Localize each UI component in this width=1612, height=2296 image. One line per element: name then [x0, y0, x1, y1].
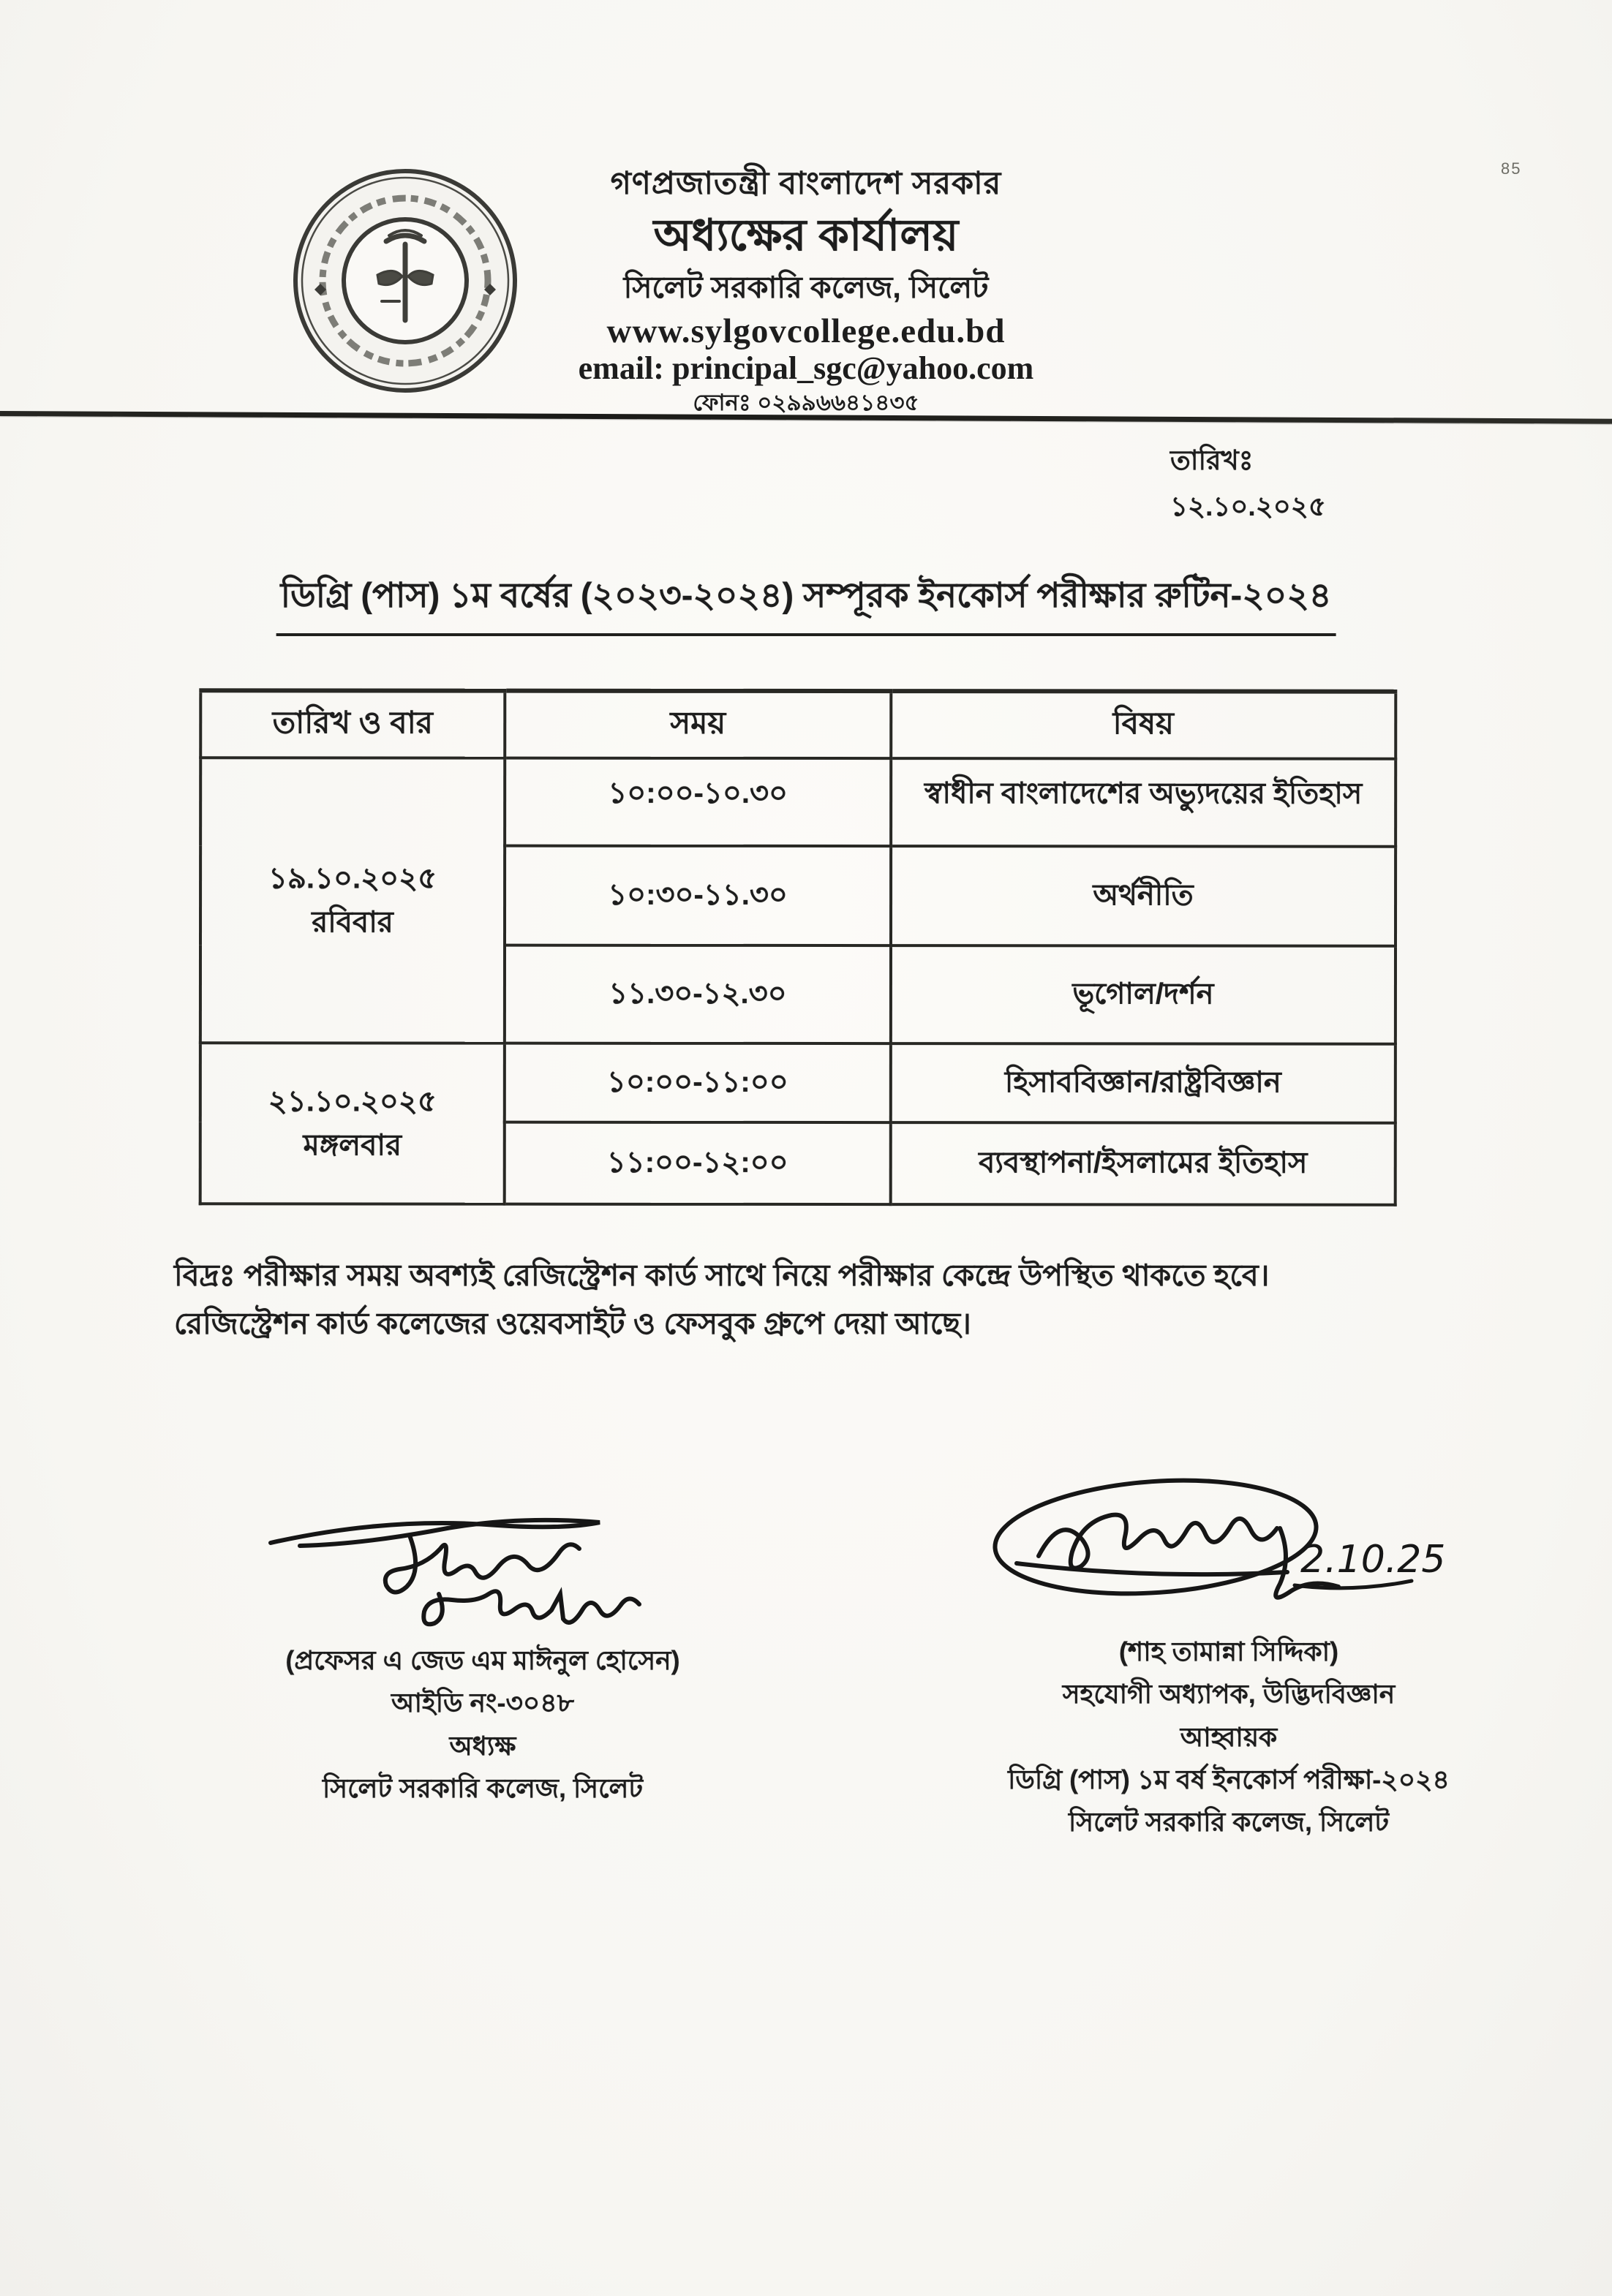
convener-signature-icon — [973, 1470, 1485, 1631]
subject-cell: অর্থনীতি — [891, 846, 1396, 946]
time-cell: ১০:০০-১০.৩০ — [505, 758, 891, 846]
time-cell: ১১:০০-১২:০০ — [505, 1122, 891, 1204]
signer-program: ডিগ্রি (পাস) ১ম বর্ষ ইনকোর্স পরীক্ষা-২০২৪ — [1008, 1764, 1450, 1794]
subject-cell: হিসাববিজ্ঞান/রাষ্ট্রবিজ্ঞান — [891, 1043, 1396, 1123]
table-row — [200, 758, 1396, 846]
scan-artifact-mark: 85 — [1501, 159, 1522, 178]
signer-designation: সহযোগী অধ্যাপক, উদ্ভিদবিজ্ঞান — [1062, 1679, 1396, 1710]
time-cell: ১০:০০-১১:০০ — [505, 1043, 891, 1122]
col-header-time: সময় — [505, 691, 891, 758]
routine-table — [199, 688, 1398, 1206]
note-block — [174, 1252, 1461, 1348]
table-header-row — [200, 690, 1396, 758]
date-cell-group2 — [200, 1043, 505, 1204]
date-cell-group1 — [200, 758, 505, 1043]
subject-cell: ভূগোল/দর্শন — [891, 945, 1396, 1044]
exam-day: রবিবার — [312, 906, 393, 939]
office-line: অধ্যক্ষের কার্যালয় — [653, 211, 959, 260]
email-text: email: principal_sgc@yahoo.com — [578, 350, 1034, 387]
table-row — [200, 1043, 1396, 1122]
website-text: www.sylgovcollege.edu.bd — [606, 311, 1006, 350]
signer-college: সিলেট সরকারি কলেজ, সিলেট — [323, 1772, 643, 1803]
time-cell: ১০:৩০-১১.৩০ — [505, 846, 891, 945]
col-header-subject: বিষয় — [891, 691, 1396, 759]
routine-title: ডিগ্রি (পাস) ১ম বর্ষের (২০২৩-২০২৪) সম্পূরক ইনকোর্স পরীক্ষার রুটিন-২০২৪ — [276, 569, 1336, 636]
signature-block-principal — [219, 1500, 746, 1810]
letterhead — [477, 167, 1135, 415]
government-line: গণপ্রজাতন্ত্রী বাংলাদেশ সরকার — [610, 166, 1002, 201]
signature-block-convener — [958, 1470, 1499, 1844]
principal-signature-icon — [256, 1500, 709, 1639]
handwritten-date: 2.10.25 — [1300, 1538, 1446, 1582]
signer-name: (প্রফেসর এ জেড এম মাঈনুল হোসেন) — [285, 1645, 680, 1675]
college-line: সিলেট সরকারি কলেজ, সিলেট — [623, 271, 989, 305]
subject-cell: ব্যবস্থাপনা/ইসলামের ইতিহাস — [891, 1122, 1396, 1205]
signer-college: সিলেট সরকারি কলেজ, সিলেট — [1069, 1807, 1389, 1838]
signer-designation: অধ্যক্ষ — [449, 1730, 516, 1761]
subject-cell: স্বাধীন বাংলাদেশের অভ্যুদয়ের ইতিহাস — [891, 758, 1396, 847]
phone-line: ফোনঃ ০২৯৯৬৬৪১৪৩৫ — [693, 389, 919, 415]
note-line-1: বিদ্রঃ পরীক্ষার সময় অবশ্যই রেজিস্ট্রেশন কার্ড সাথে নিয়ে পরীক্ষার কেন্দ্রে উপস্থিত থাকতে হবে। — [174, 1258, 1270, 1292]
col-header-date-day: তারিখ ও বার — [200, 690, 505, 758]
issue-date: তারিখঃ ১২.১০.২০২৫ — [1170, 445, 1326, 521]
exam-day: মঙ্গলবার — [303, 1129, 402, 1162]
signer-id: আইডি নং-৩০৪৮ — [391, 1688, 575, 1718]
exam-date: ১৯.১০.২০২৫ — [268, 862, 437, 895]
signer-name: (শাহ তামান্না সিদ্দিকা) — [1118, 1636, 1339, 1666]
note-line-2: রেজিস্ট্রেশন কার্ড কলেজের ওয়েবসাইট ও ফেসবুক গ্রুপে দেয়া আছে। — [174, 1306, 971, 1340]
exam-date: ২১.১০.২০২৫ — [268, 1085, 437, 1118]
signer-role: আহ্বায়ক — [1180, 1721, 1278, 1752]
time-cell: ১১.৩০-১২.৩০ — [505, 945, 891, 1043]
